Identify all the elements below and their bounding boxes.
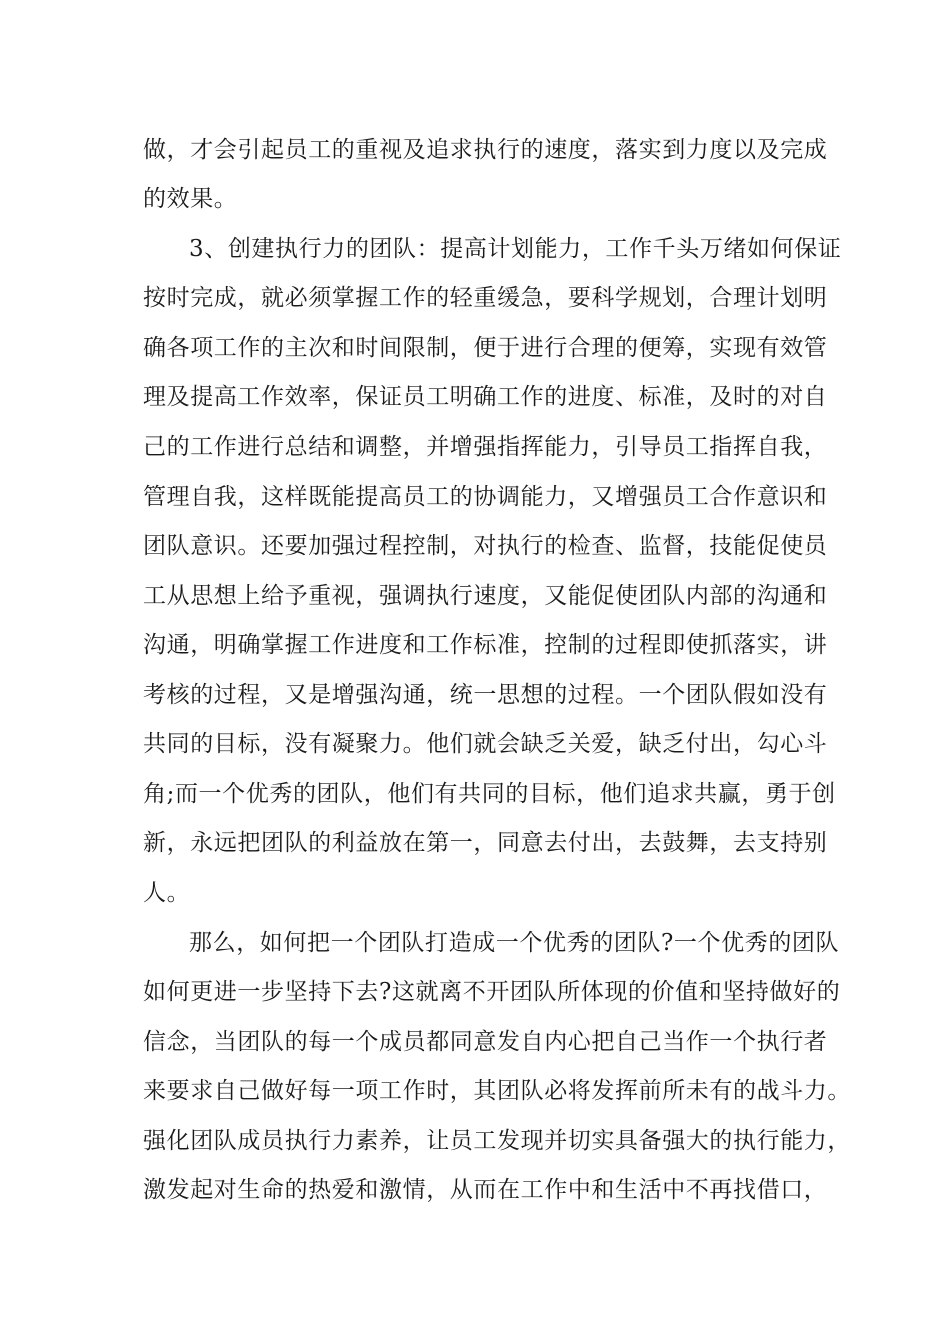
- text-line: 角;而一个优秀的团队，他们有共同的目标，他们追求共赢，勇于创: [143, 781, 836, 807]
- text-line: 强化团队成员执行力素养，让员工发现并切实具备强大的执行能力，: [143, 1128, 851, 1154]
- text-line: 理及提高工作效率，保证员工明确工作的进度、标准，及时的对自: [143, 384, 828, 410]
- paragraph-start-line: 3、创建执行力的团队：提高计划能力，工作千头万绪如何保证: [189, 236, 842, 262]
- text-line: 新，永远把团队的利益放在第一，同意去付出，去鼓舞，去支持别: [143, 830, 828, 856]
- text-line: 团队意识。还要加强过程控制，对执行的检查、监督，技能促使员: [143, 533, 828, 559]
- text-line: 管理自我，这样既能提高员工的协调能力，又增强员工合作意识和: [143, 484, 828, 510]
- text-line: 如何更进一步坚持下去?这就离不开团队所体现的价值和坚持做好的: [143, 979, 841, 1005]
- text-line: 共同的目标，没有凝聚力。他们就会缺乏关爱，缺乏付出，勾心斗: [143, 731, 828, 757]
- text-line: 人。: [143, 880, 191, 906]
- text-line: 确各项工作的主次和时间限制，便于进行合理的便筹，实现有效管: [143, 335, 828, 361]
- text-line: 做，才会引起员工的重视及追求执行的速度，落实到力度以及完成: [143, 137, 828, 163]
- text-line: 来要求自己做好每一项工作时，其团队必将发挥前所未有的战斗力。: [143, 1078, 851, 1104]
- text-line: 激发起对生命的热爱和激情，从而在工作中和生活中不再找借口，: [143, 1177, 828, 1203]
- text-line: 工从思想上给予重视，强调执行速度，又能促使团队内部的沟通和: [143, 583, 828, 609]
- text-line: 沟通，明确掌握工作进度和工作标准，控制的过程即使抓落实，讲: [143, 632, 828, 658]
- text-line: 信念，当团队的每一个成员都同意发自内心把自己当作一个执行者: [143, 1029, 828, 1055]
- paragraph-start-line: 那么，如何把一个团队打造成一个优秀的团队?一个优秀的团队: [189, 930, 840, 956]
- text-line: 考核的过程，又是增强沟通，统一思想的过程。一个团队假如没有: [143, 682, 828, 708]
- text-line: 按时完成，就必须掌握工作的轻重缓急，要科学规划，合理计划明: [143, 285, 828, 311]
- text-line: 的效果。: [143, 186, 238, 212]
- text-line: 己的工作进行总结和调整，并增强指挥能力，引导员工指挥自我，: [143, 434, 828, 460]
